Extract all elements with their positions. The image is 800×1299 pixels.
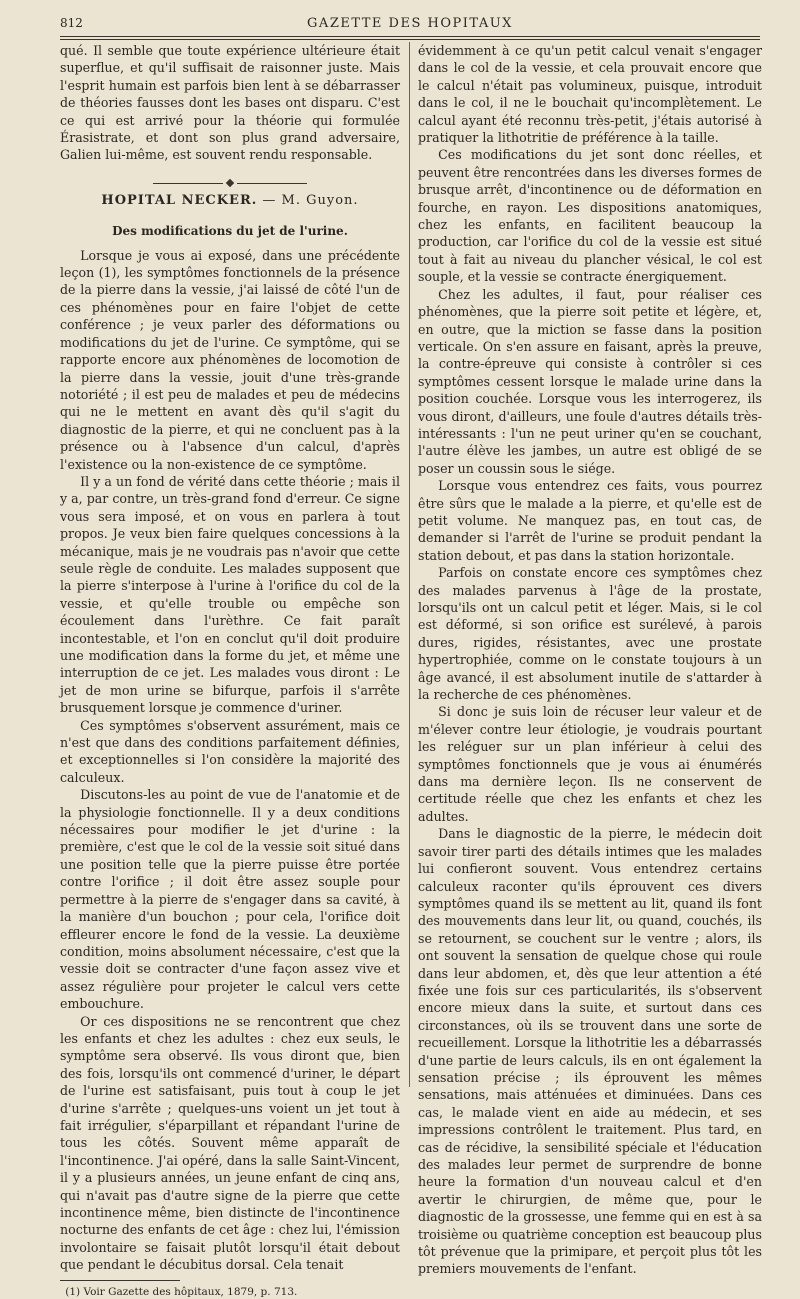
header-rule <box>60 36 760 37</box>
footnote: (1) Voir Gazette des hôpitaux, 1879, p. 713. <box>65 1285 298 1298</box>
left-paragraph: Lorsque je vous ai exposé, dans une précédente leçon (1), les symptômes fonctionnels de la présence de la pierre dans la vessie, j'ai laissé de côté l'un de ces phénomènes pour en faire l'objet de cette conférence ; je veux parler des déformations ou modifications du jet de l'urine. Ce symptôme, qui se rapporte encore aux phénomènes de locomotion de la pierre dans la vessie, jouit d'une très-grande notoriété ; il est peu de malades et peu de médecins qui ne le mettent en avant dès qu'il s'agit du diagnostic de la pierre, et qui ne concluent pas à la présence ou à l'absence d'un calcul, d'après l'existence ou la non-existence de ce symptôme. <box>60 247 400 472</box>
right-paragraph: Lorsque vous entendrez ces faits, vous pourrez être sûrs que le malade a la pierre, et qu'elle est de petit volume. Ne manquez pas, en tout cas, de demander si l'arrêt de l'urine se produit pendant la station debout, et pas dans la station horizontale. <box>418 478 762 563</box>
column-divider <box>409 42 410 1087</box>
left-paragraph: Discutons-les au point de vue de l'anatomie et de la physiologie fonctionnelle. Il y a deux conditions nécessaires pour modifier le jet d'urine : la première, c'est que le col de la vessie soit situé dans une position telle que la pierre puisse être portée contre l'orifice ; il doit être assez souple pour permettre à la pierre de s'engager dans sa cavité, à la manière d'un bouchon ; pour cela, l'orifice doit effleurer encore le fond de la vessie. La deuxième condition, moins absolument nécessaire, c'est que la vessie doit se contracter d'une façon assez vive et assez régulière pour projeter le calcul vers cette embouchure. <box>60 787 400 1012</box>
right-paragraph: Chez les adultes, il faut, pour réaliser ces phénomènes, que la pierre soit petite et légère, et, en outre, que la miction se fasse dans la position verticale. On s'en assure en faisant, après la preuve, la contre-épreuve qui consiste à contrôler si ces symptômes cessent lorsque le malade urine dans la position couchée. Lorsque vous les interrogerez, ils vous diront, d'ailleurs, une foule d'autres détails très-intéressants : l'un ne peut uriner qu'en se couchant, l'autre élève les jambes, un autre est obligé de se poser un coussin sous le siége. <box>418 286 762 476</box>
hospital-author: — M. Guyon. <box>262 192 359 208</box>
left-paragraph: Il y a un fond de vérité dans cette théorie ; mais il y a, par contre, un très-grand fond d'erreur. Ce signe vous sera imposé, et on vous en parlera à tout propos. Je veux bien faire quelques concessions à la mécanique, mais je ne voudrais pas n'avoir que cette seule règle de conduite. Les malades supposent que la pierre s'interpose à l'urine à l'orifice du col de la vessie, et qu'elle trouble ou empêche son écoulement dans l'urèthre. Ce fait paraît incontestable, et l'on en conclut qu'il doit produire une modification dans la forme du jet, et même une interruption de ce jet. Les malades vous diront : Le jet de mon urine se bifurque, parfois il s'arrête brusquement lorsque je commence d'uriner. <box>60 473 400 716</box>
footnote-rule <box>60 1280 180 1281</box>
hospital-heading <box>60 192 400 209</box>
right-paragraph: Si donc je suis loin de récuser leur valeur et de m'élever contre leur étiologie, je voudrais pourtant les reléguer sur un plan inférieur à celui des symptômes fonctionnels que je vous ai énumérés dans ma dernière leçon. Ils ne conservent de certitude réelle que chez les enfants et chez les adultes. <box>418 704 762 824</box>
section-ornament <box>60 174 400 184</box>
right-column <box>418 42 762 1278</box>
right-paragraph: Ces modifications du jet sont donc réelles, et peuvent être rencontrées dans les diverses formes de brusque arrêt, d'incontinence ou de déformation en fourche, en rayon. Les dispositions anatomiques, chez les enfants, en facilitent beaucoup la production, car l'orifice du col de la vessie est situé tout à fait au niveau du plancher vésical, le col est souple, et la vessie se contracte énergiquement. <box>418 147 762 285</box>
left-paragraph: Ces symptômes s'observent assurément, mais ce n'est que dans des conditions parfaitement définies, et exceptionnelles si l'on considère la majorité des calculeux. <box>60 717 400 785</box>
right-paragraph: Parfois on constate encore ces symptômes chez des malades parvenus à l'âge de la prostate, lorsqu'ils ont un calcul petit et léger. Mais, si le col est déformé, si son orifice est surélevé, à parois dures, rigides, résistantes, avec une prostate hypertrophiée, comme on le constate toujours à un âge avancé, il est absolument inutile de s'attarder à la recherche de ces phénomènes. <box>418 565 762 703</box>
page-header <box>60 12 760 34</box>
page-number: 812 <box>60 16 83 30</box>
right-paragraph: évidemment à ce qu'un petit calcul venait s'engager dans le col de la vessie, et cela prouvait encore que le calcul n'était pas volumineux, puisque, introduit dans le col, il ne le bouchait qu'incomplètement. Le calcul ayant été reconnu très-petit, j'étais autorisé à pratiquer la lithotritie de préférence à la taille. <box>418 43 762 146</box>
hospital-name: HOPITAL NECKER. <box>101 192 258 208</box>
intro-paragraph: qué. Il semble que toute expérience ultérieure était superflue, et qu'il suffisait de raisonner juste. Mais l'esprit humain est parfois bien lent à se débarrasser de théories fausses dont les bases ont disparu. C'est ce qui est arrivé pour la théorie qui formulée Érasistrate, et dont son plus grand adversaire, Galien lui-même, est souvent rendu responsable. <box>60 43 400 163</box>
article-title: Des modifications du jet de l'urine. <box>112 224 348 239</box>
journal-title: GAZETTE DES HOPITAUX <box>307 16 513 31</box>
header-rule-double <box>60 39 760 40</box>
left-paragraph: Or ces dispositions ne se rencontrent que chez les enfants et chez les adultes : chez eux seuls, le symptôme sera observé. Ils vous diront que, bien des fois, lorsqu'ils ont commencé d'uriner, le départ de l'urine est satisfaisant, puis tout à coup le jet d'urine s'arrête ; quelques-uns voient un jet tout à fait irrégulier, s'éparpillant et répandant l'urine de tous les côtés. Souvent même apparaît de l'incontinence. J'ai opéré, dans la salle Saint-Vincent, il y a plusieurs années, un jeune enfant de cinq ans, qui n'avait pas d'autre signe de la pierre que cette incontinence même, bien distincte de l'incontinence nocturne des enfants de cet âge : chez lui, l'émission involontaire se faisait plutôt lorsqu'il était debout que pendant le décubitus dorsal. Cela tenait <box>60 1013 400 1273</box>
right-paragraph: Dans le diagnostic de la pierre, le médecin doit savoir tirer parti des détails intimes que les malades lui confieront souvent. Vous entendrez certains calculeux raconter qu'ils éprouvent ces divers symptômes quand ils se mettent au lit, quand ils font des mouvements dans leur lit, ou quand, couchés, ils se retournent, se couchent sur le ventre ; alors, ils ont souvent la sensation de quelque chose qui roule dans leur abdomen, et, dès que leur attention a été fixée une fois sur ces particularités, ils s'observent encore mieux dans la suite, et surtout dans ces circonstances, où ils se trouvent dans une sorte de recueillement. Lorsque la lithotritie les a débarrassés d'une partie de leurs calculs, ils en ont également la sensation précise ; ils éprouvent les mêmes sensations, mais atténuées et diminuées. Dans ces cas, le malade vient en aide au médecin, et ses impressions contrôlent le traitement. Plus tard, en cas de récidive, la sensibilité spéciale et l'éducation des malades leur permet de surprendre de bonne heure la formation d'un nouveau calcul et d'en avertir le chirurgien, de même que, pour le diagnostic de la grossesse, une femme qui en est à sa troisième ou quatrième conception est beaucoup plus tôt prévenue que la primipare, et perçoit plus tôt les premiers mouvements de l'enfant. <box>418 826 762 1277</box>
left-column <box>60 42 400 1299</box>
